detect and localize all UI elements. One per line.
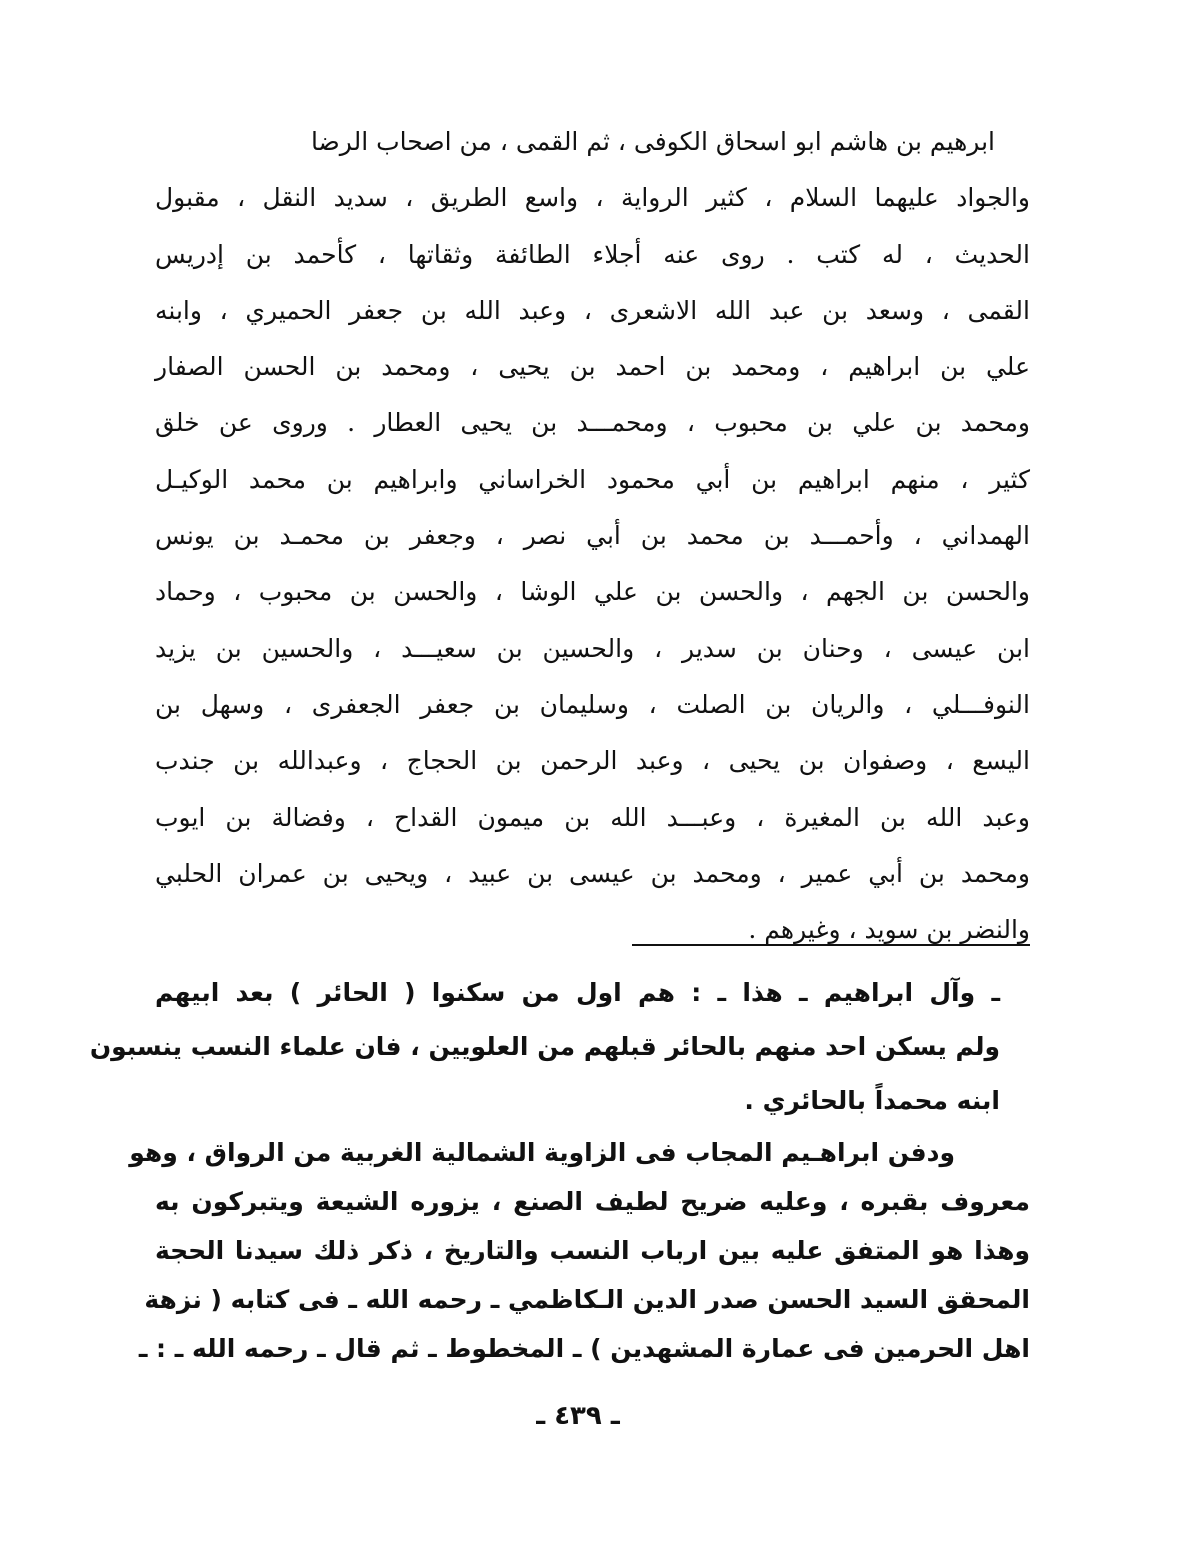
main-paragraph-line: وعبد الله بن المغيرة ، وعبـــد الله بن ميمون القداح ، وفضالة بن ايوب xyxy=(155,802,1030,832)
continuation-line: وهذا هو المتفق عليه بين ارباب النسب والتاريخ ، ذكر ذلك سيدنا الحجة xyxy=(155,1236,1030,1265)
main-paragraph-line: كثير ، منهم ابراهيم بن أبي محمود الخراساني وابراهيم بن محمد الوكيـل xyxy=(155,464,1030,494)
footnote-line: ابنه محمداً بالحائري . xyxy=(744,1086,1000,1115)
main-paragraph-line: ومحمد بن أبي عمير ، ومحمد بن عيسى بن عبيد ، ويحيى بن عمران الحلبي xyxy=(155,858,1030,888)
continuation-line: المحقق السيد الحسن صدر الدين الـكاظمي ـ رحمه الله ـ فى كتابه ( نزهة xyxy=(144,1285,1030,1314)
main-paragraph-line: القمى ، وسعد بن عبد الله الاشعرى ، وعبد الله بن جعفر الحميري ، وابنه xyxy=(155,295,1030,325)
continuation-paragraph xyxy=(129,1128,1030,1373)
footnote xyxy=(89,966,1000,1128)
main-paragraph-line: الحديث ، له كتب . روى عنه أجلاء الطائفة وثقاتها ، كأحمد بن إدريس xyxy=(155,239,1030,269)
main-paragraph-line: والجواد عليهما السلام ، كثير الرواية ، واسع الطريق ، سديد النقل ، مقبول xyxy=(155,183,1030,213)
footnote-line: ـ وآل ابراهيم ـ هذا ـ : هم اول من سكنوا ( الحائر ) بعد ابيهم xyxy=(155,978,1000,1007)
main-paragraph-line: علي بن ابراهيم ، ومحمد بن احمد بن يحيى ، ومحمد بن الحسن الصفار xyxy=(155,352,1030,382)
footnote-separator xyxy=(632,944,1030,946)
page-number: ـ ٤٣٩ ـ xyxy=(536,1401,620,1431)
main-paragraph-line: ومحمد بن علي بن محبوب ، ومحمـــد بن يحيى العطار . وروى عن خلق xyxy=(155,408,1030,438)
main-paragraph xyxy=(155,114,1030,958)
main-paragraph-line: ابرهيم بن هاشم ابو اسحاق الكوفى ، ثم القمى ، من اصحاب الرضا xyxy=(310,127,995,156)
main-paragraph-line: والحسن بن الجهم ، والحسن بن علي الوشا ، والحسن بن محبوب ، وحماد xyxy=(155,577,1030,607)
continuation-line: اهل الحرمين فى عمارة المشهدين ) ـ المخطوط ـ ثم قال ـ رحمه الله ـ : ـ xyxy=(138,1334,1030,1363)
main-paragraph-line: ابن عيسى ، وحنان بن سدير ، والحسين بن سعيـــد ، والحسين بن يزيد xyxy=(155,633,1030,663)
footnote-line: ولم يسكن احد منهم بالحائر قبلهم من العلويين ، فان علماء النسب ينسبون xyxy=(89,1032,1000,1061)
continuation-line: معروف بقبره ، وعليه ضريح لطيف الصنع ، يزوره الشيعة ويتبركون به xyxy=(155,1187,1030,1216)
main-paragraph-line: والنضر بن سويد ، وغيرهم . xyxy=(748,915,1030,945)
continuation-line: ودفن ابراهـيم المجاب فى الزاوية الشمالية الغربية من الرواق ، وهو xyxy=(129,1138,955,1167)
main-paragraph-line: النوفـــلي ، والريان بن الصلت ، وسليمان بن جعفر الجعفرى ، وسهل بن xyxy=(155,689,1030,719)
main-paragraph-line: اليسع ، وصفوان بن يحيى ، وعبد الرحمن بن الحجاج ، وعبدالله بن جندب xyxy=(155,746,1030,776)
main-paragraph-line: الهمداني ، وأحمـــد بن محمد بن أبي نصر ، وجعفر بن محمـد بن يونس xyxy=(155,521,1030,551)
